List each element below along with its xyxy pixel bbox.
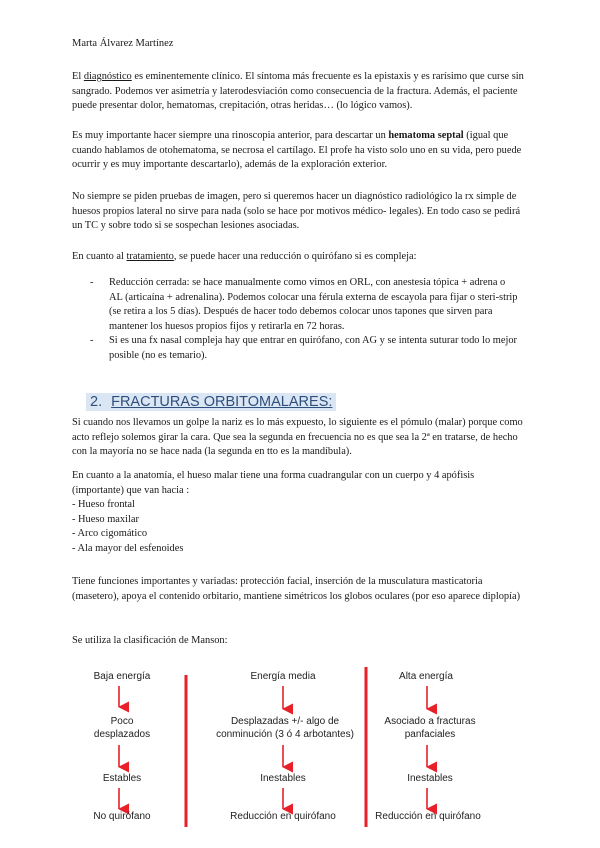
paragraph-functions: Tiene funciones importantes y variadas: protección facial, inserción de la musculatura masticatoria (masetero), apoya el contenido orbitario, mantiene simétricos los globos oculares (por eso aparece diplopía) <box>72 576 521 602</box>
list-item: - Arco cigomático <box>72 528 148 540</box>
text-span: En cuanto al <box>72 251 127 262</box>
step-label: Energía media <box>250 671 316 682</box>
paragraph-imaging: No siempre se piden pruebas de imagen, pero si queremos hacer un diagnóstico radiológico la rx simple de huesos propios lateral no sirve para nada (solo se hace por motivos médico- legales). En todo caso se pedirá un TC y sobre todo si se sospechan lesiones asociadas. <box>72 191 521 232</box>
list-item: - Hueso frontal <box>72 499 135 510</box>
paragraph-manson-label: Se utiliza la clasificación de Manson: <box>72 635 228 646</box>
step-label: Inestables <box>260 773 306 784</box>
paragraph-rhinoscopy <box>72 129 526 173</box>
list-item: - Ala mayor del esfenoides <box>72 542 184 554</box>
section-heading <box>86 393 336 411</box>
high-energy-column <box>375 671 481 822</box>
paragraph-anatomy: En cuanto a la anatomía, el hueso malar tiene una forma cuadrangular con un cuerpo y 4 apófisis (importante) que van hacia : <box>72 470 475 496</box>
paragraph-malar-intro: Si cuando nos llevamos un golpe la nariz es lo más expuesto, lo siguiente es el pómulo (malar) porque como acto reflejo solemos girar la cara. Que sea la segunda en frecuencia no es que sea la 2ª en tratarse, de hecho con la mayoría no se hace nada (la segunda en tto es la mandíbula). <box>72 417 523 458</box>
list-item: - Si es una fx nasal compleja hay que entrar en quirófano, con AG y se intenta suturar todo lo mejor posible (no es temario). <box>90 334 520 363</box>
section-title: FRACTURAS ORBITOMALARES: <box>111 394 333 410</box>
step-label: Estables <box>102 773 142 784</box>
manson-classification-diagram <box>64 657 488 833</box>
step-label: No quirófano <box>93 811 151 822</box>
step-label: desplazados <box>93 729 151 740</box>
text-span: , se puede hacer una reducción o quirófano si es compleja: <box>173 251 417 262</box>
list-item: - Hueso maxilar <box>72 513 139 525</box>
step-label: Inestables <box>407 773 453 784</box>
bones-list <box>72 498 183 556</box>
text-span: Es muy importante hacer siempre una rinoscopia anterior, para descartar un <box>72 130 389 141</box>
author-name: Marta Álvarez Martínez <box>72 38 174 49</box>
text-span: es eminentemente clínico. El síntoma más frecuente es la epistaxis y es rarísimo que curse sin sangrado. Podemos ver asimetría y laterodesviación como consecuencia de la fractura. Además, el paciente puede presentar dolor, hematomas, crepitación, otras heridas… (lo lógico vamos). <box>72 71 524 112</box>
step-label: Asociado a fracturas <box>384 716 476 727</box>
paragraph-treatment <box>72 250 526 265</box>
text-span: El <box>72 71 84 82</box>
low-energy-column <box>93 671 151 822</box>
treatment-list <box>90 276 520 364</box>
step-label: Reducción en quirófano <box>375 811 481 822</box>
medium-energy-column <box>216 671 354 822</box>
step-label: Baja energía <box>93 671 151 682</box>
step-label: panfaciales <box>404 729 456 740</box>
step-label: Desplazadas +/- algo de <box>230 716 340 727</box>
step-label: Poco <box>110 716 134 727</box>
paragraph-diagnosis <box>72 70 526 114</box>
bold-term: hematoma septal <box>388 130 464 141</box>
step-label: Reducción en quirófano <box>230 811 336 822</box>
diagnosis-underlined: diagnóstico <box>83 71 132 82</box>
treatment-underlined: tratamiento <box>126 251 174 262</box>
list-item: - Reducción cerrada: se hace manualmente como vimos en ORL, con anestesia tópica + adrena o AL (articaína + adrenalina). Podemos colocar una férula externa de escayola para fijar o steri-strip (se retira a los 5 días). Después de hacer todo debemos colocar unos tapones que sirven para mantener los huesos propios fijos y retirarla en 72 horas. <box>90 276 520 334</box>
section-number: 2. <box>90 394 103 410</box>
text-span: (igual que cuando hablamos de otohematoma, se necrosa el cartílago. El profe ha visto solo uno en su vida, pero puede ocurrir y es muy importante descartarlo), además de la exploración exterior. <box>72 130 522 171</box>
step-label: Alta energía <box>399 671 453 682</box>
step-label: conminución (3 ó 4 arbotantes) <box>216 729 354 740</box>
